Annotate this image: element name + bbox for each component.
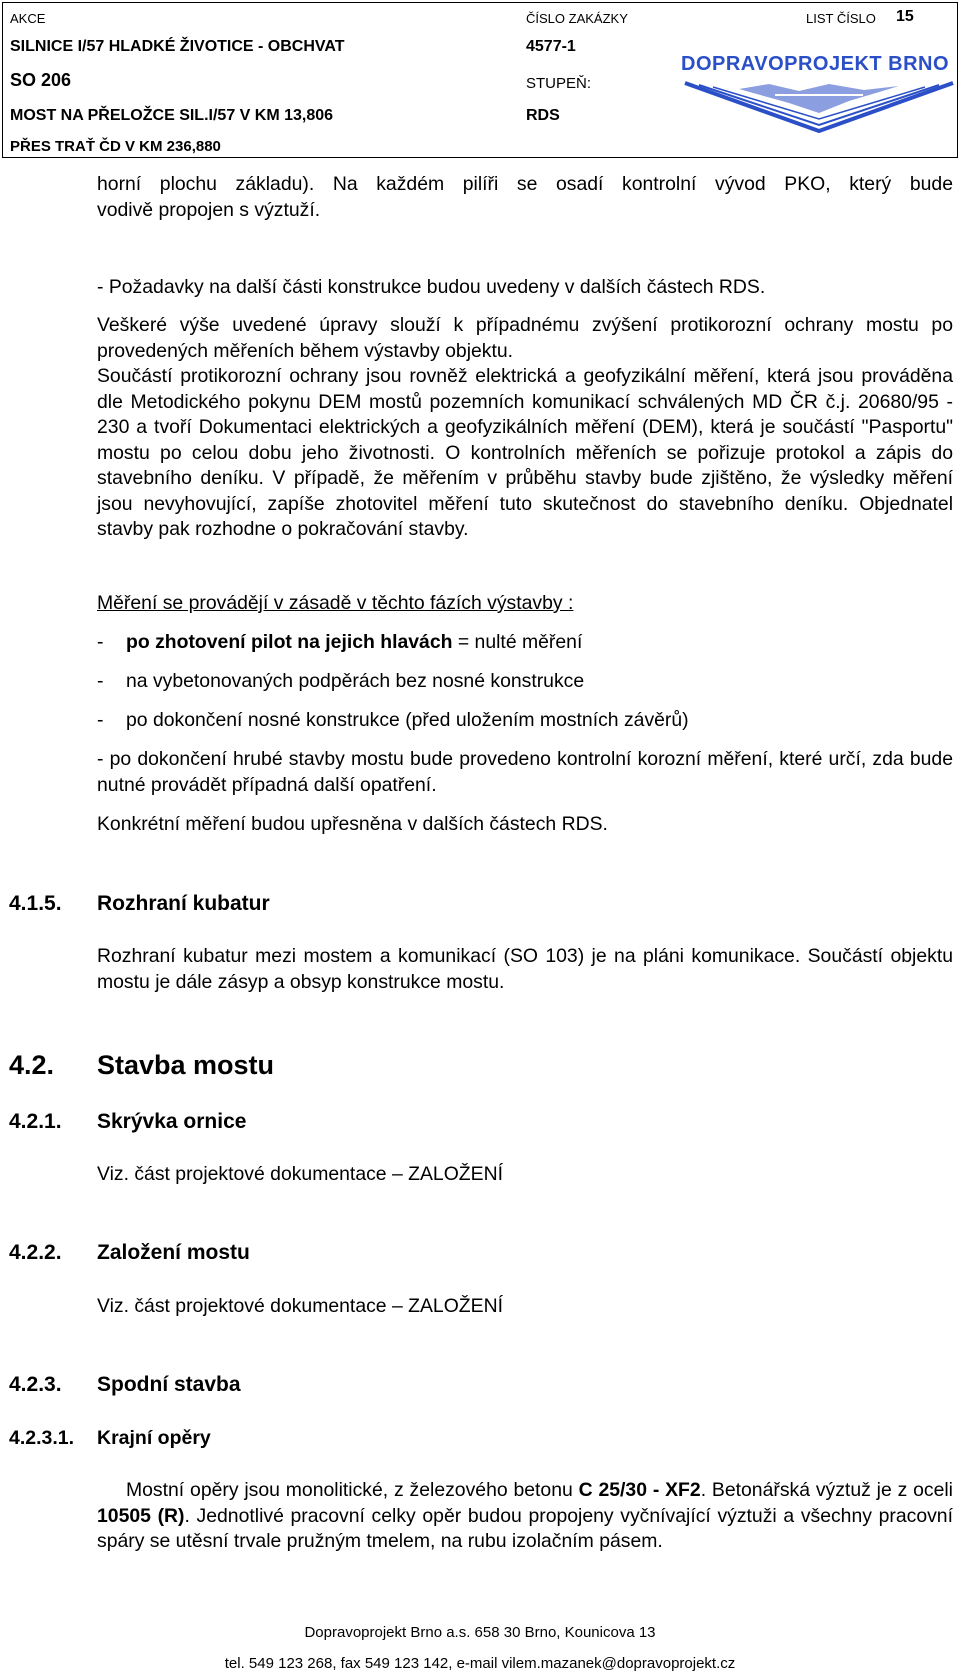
section-text: Viz. část projektové dokumentace – ZALOŽENÍ bbox=[97, 1163, 503, 1185]
stupen-value: RDS bbox=[526, 107, 560, 124]
phase-text: na vybetonovaných podpěrách bez nosné konstrukce bbox=[126, 670, 585, 692]
zakazka-number: 4577-1 bbox=[526, 38, 576, 55]
section-text: Viz. část projektové dokumentace – ZALOŽENÍ bbox=[97, 1295, 503, 1317]
footer-address: Dopravoprojekt Brno a.s. 658 30 Brno, Kounicova 13 bbox=[304, 1624, 656, 1641]
section-number: 4.1.5. bbox=[9, 892, 62, 915]
so-code: SO 206 bbox=[10, 70, 72, 90]
phase-text bbox=[126, 630, 582, 656]
phase-dash: - bbox=[97, 670, 104, 692]
phase-dash: - bbox=[97, 631, 104, 653]
list-number: 15 bbox=[896, 8, 914, 25]
steel-class: 10505 (R) bbox=[97, 1504, 185, 1527]
list-label: LIST ČÍSLO bbox=[806, 11, 876, 26]
phases-intro: Měření se provádějí v zásadě v těchto fázích výstavby : bbox=[97, 592, 574, 614]
phase-bold: po zhotovení pilot na jejich hlavách bbox=[126, 631, 453, 653]
section-title: Rozhraní kubatur bbox=[97, 892, 270, 915]
section-title: Založení mostu bbox=[97, 1241, 250, 1264]
footer-contact: tel. 549 123 268, fax 549 123 142, e-mail vilem.mazanek@dopravoprojekt.cz bbox=[224, 1655, 736, 1672]
section-number: 4.2.3. bbox=[9, 1373, 62, 1396]
phase-text: po dokončení nosné konstrukce (před uložením mostních závěrů) bbox=[126, 709, 689, 731]
phase-item-4: - po dokončení hrubé stavby mostu bude provedeno kontrolní korozní měření, které určí, zda bude nutné provádět případná další opatření. bbox=[97, 748, 953, 796]
text-run: . Jednotlivé pracovní celky opěr budou propojeny vyčnívající výztuži a všechny pracovní spáry se utěsní trvale pružným tmelem, na rubu izolačním pásem. bbox=[97, 1504, 953, 1552]
paragraph-adjustments: Veškeré výše uvedené úpravy slouží k případnému zvýšení protikorozní ochrany mostu po provedených měřeních během výstavby objektu. bbox=[97, 314, 953, 362]
paragraph-line: horní plochu základu). Na každém pilíři se osadí kontrolní vývod PKO, který bude bbox=[97, 173, 953, 195]
logo-text: DOPRAVOPROJEKT BRNO bbox=[681, 53, 950, 75]
text-run: Mostní opěry jsou monolitické, z železového betonu bbox=[126, 1479, 579, 1501]
section-number: 4.2.1. bbox=[9, 1110, 62, 1133]
section-title: Stavba mostu bbox=[97, 1050, 275, 1080]
section-title: Spodní stavba bbox=[97, 1373, 241, 1396]
phase-dash: - bbox=[97, 709, 104, 731]
phase-item-3 bbox=[97, 708, 689, 734]
zakazka-label: ČÍSLO ZAKÁZKY bbox=[526, 11, 628, 26]
section-number: 4.2.2. bbox=[9, 1241, 62, 1264]
section-title: Skrývka ornice bbox=[97, 1110, 247, 1133]
trat-line: PŘES TRAŤ ČD V KM 236,880 bbox=[10, 138, 221, 155]
section-title: Krajní opěry bbox=[97, 1427, 211, 1449]
paragraph-line: vodivě propojen s výztuží. bbox=[97, 198, 321, 221]
paragraph-requirements: - Požadavky na další části konstrukce budou uvedeny v dalších částech RDS. bbox=[97, 276, 766, 298]
paragraph-dem-measurements: Součástí protikorozní ochrany jsou rovněž elektrická a geofyzikální měření, která jsou prováděna dle Metodického pokynu DEM mostů pozemních komunikací schválených MD ČR č.j. 20680/95 - 230 a tvoří Dokumentaci elektrických a geofyzikálních měření (DEM), která je součástí "Pasportu" mostu po celou dobu jeho životnosti. O kontrolních měřeních se pořizuje protokol a zápis do stavebního deníku. V případě, že měřením v průběhu stavby bude zjištěno, že výsledky měření jsou nevyhovující, zapíše zhotovitel měření tuto skutečnost do stavebního deníku. Objednatel stavby pak rozhodne o pokračování stavby. bbox=[97, 365, 953, 540]
phase-rest: = nulté měření bbox=[452, 631, 583, 653]
section-number: 4.2.3.1. bbox=[9, 1427, 75, 1449]
concrete-class: C 25/30 - XF2 bbox=[578, 1479, 701, 1501]
section-number: 4.2. bbox=[9, 1050, 55, 1080]
section-text: Rozhraní kubatur mezi mostem a komunikací (SO 103) je na pláni komunikace. Součástí objektu mostu je dále zásyp a obsyp konstrukce mostu. bbox=[97, 945, 953, 993]
section-text-abutments bbox=[97, 1478, 953, 1555]
paragraph-continuation bbox=[97, 172, 953, 223]
stupen-label: STUPEŇ: bbox=[526, 75, 592, 92]
phase-item-2 bbox=[97, 669, 585, 695]
text-run: . Betonářská výztuž je z oceli bbox=[700, 1479, 953, 1501]
akce-label: AKCE bbox=[10, 11, 46, 26]
phase-item-1 bbox=[97, 630, 583, 656]
project-name: SILNICE I/57 HLADKÉ ŽIVOTICE - OBCHVAT bbox=[10, 38, 345, 55]
paragraph-konkretni: Konkrétní měření budou upřesněna v dalších částech RDS. bbox=[97, 813, 608, 835]
most-line: MOST NA PŘELOŽCE SIL.I/57 V KM 13,806 bbox=[10, 107, 334, 124]
